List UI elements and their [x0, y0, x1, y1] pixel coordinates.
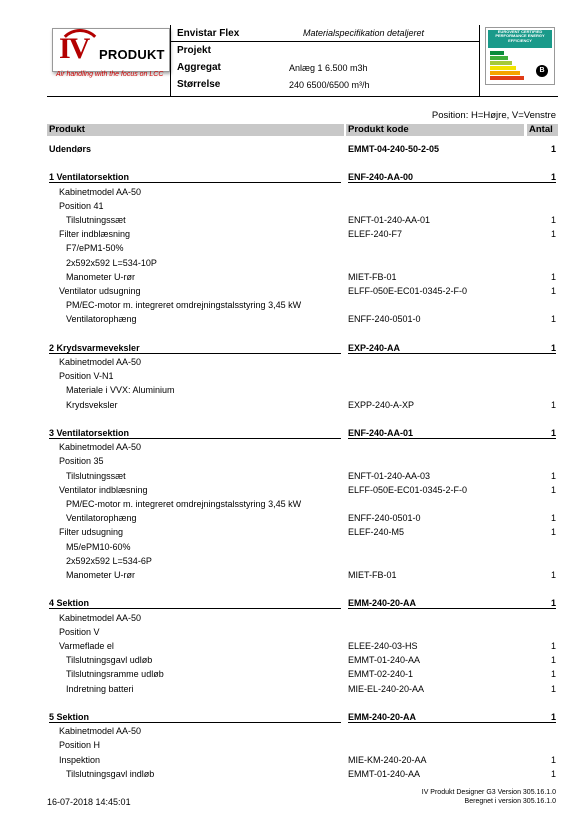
- energy-class-badge: B: [536, 65, 548, 77]
- row-product-code: ENF-240-AA-00: [348, 172, 414, 183]
- row-product-name: Kabinetmodel AA-50: [59, 442, 142, 453]
- row-product-name: Tilslutningsgavl indløb: [66, 768, 155, 779]
- table-row: [0, 270, 586, 284]
- row-product-code: ELFF-050E-EC01-0345-2-F-0: [348, 286, 468, 296]
- row-product-code: MIE-EL-240-20-AA: [348, 683, 425, 694]
- row-product-name: Position 41: [59, 200, 104, 211]
- row-quantity: 1: [550, 598, 556, 609]
- row-product-code: MIE-KM-240-20-AA: [348, 754, 427, 765]
- field-label-size: Størrelse: [177, 79, 221, 90]
- row-product-code: ELEE-240-03-HS: [348, 641, 418, 651]
- table-row: [0, 653, 586, 667]
- section-underline: [49, 722, 341, 723]
- row-product-code: ENF-240-AA-01: [348, 428, 414, 438]
- row-quantity: 1: [550, 314, 556, 325]
- row-product-name: Tilslutningsgavl udløb: [66, 655, 153, 666]
- row-quantity: 1: [550, 712, 556, 722]
- eurovent-energy-label: [485, 27, 555, 85]
- section-underline: [348, 353, 556, 354]
- column-header-quantity: Antal: [527, 124, 558, 136]
- row-product-name: 2x592x592 L=534-10P: [66, 257, 157, 268]
- row-product-code: EXPP-240-A-XP: [348, 399, 415, 410]
- table-row: [0, 298, 586, 312]
- field-value-size: 240 6500/6500 m³/h: [289, 80, 370, 90]
- row-product-name: Kabinetmodel AA-50: [59, 357, 142, 367]
- row-quantity: 1: [550, 527, 556, 538]
- column-header-code: Produkt kode: [346, 124, 524, 136]
- document-title: Materialspecifikation detaljeret: [303, 28, 425, 38]
- row-product-name: Kabinetmodel AA-50: [59, 612, 142, 623]
- row-quantity: 1: [550, 428, 556, 438]
- table-row: [0, 185, 586, 199]
- row-product-name: 4 Sektion: [49, 598, 90, 609]
- row-product-code: EMMT-02-240-1: [348, 669, 414, 680]
- designer-version: IV Produkt Designer G3 Version 305.16.1.0: [421, 789, 556, 796]
- table-row: [0, 667, 586, 681]
- row-product-code: MIET-FB-01: [348, 570, 397, 580]
- table-row: [0, 554, 586, 568]
- row-product-code: EMMT-04-240-50-2-05: [348, 144, 440, 154]
- row-quantity: 1: [550, 215, 556, 225]
- row-product-name: Tilslutningsramme udløb: [66, 669, 164, 680]
- row-quantity: 1: [550, 683, 556, 694]
- row-product-name: F7/ePM1-50%: [66, 243, 124, 254]
- table-row: [0, 383, 586, 397]
- row-product-name: Inspektion: [59, 754, 101, 765]
- print-timestamp: 16-07-2018 14:45:01: [47, 797, 131, 807]
- table-row: [0, 625, 586, 639]
- table-row: [0, 199, 586, 213]
- row-product-name: Ventilator udsugning: [59, 286, 141, 296]
- row-quantity: 1: [550, 342, 556, 353]
- row-quantity: 1: [550, 484, 556, 495]
- row-quantity: 1: [550, 229, 556, 240]
- table-row: [0, 454, 586, 468]
- table-row: [0, 511, 586, 525]
- table-row: [0, 369, 586, 383]
- row-product-code: EXP-240-AA: [348, 342, 401, 353]
- row-quantity: 1: [550, 399, 556, 410]
- row-product-name: Udendørs: [49, 144, 92, 154]
- table-row: [0, 682, 586, 696]
- section-underline: [49, 353, 341, 354]
- row-product-name: 1 Ventilatorsektion: [49, 172, 130, 183]
- row-quantity: 1: [550, 286, 556, 296]
- eurovent-label-heading: EUROVENT CERTIFIED PERFORMANCE ENERGY EFFICIENCY: [488, 30, 552, 48]
- row-product-name: Filter udsugning: [59, 527, 124, 538]
- section-underline: [49, 182, 341, 183]
- table-row: [0, 724, 586, 738]
- table-row: [0, 639, 586, 653]
- table-row: [0, 213, 586, 227]
- row-product-name: Manometer U-rør: [66, 271, 136, 282]
- row-product-code: ELFF-050E-EC01-0345-2-F-0: [348, 484, 468, 495]
- table-row: [0, 483, 586, 497]
- row-product-code: ELEF-240-M5: [348, 527, 405, 538]
- energy-class-bar: [490, 51, 504, 55]
- field-label-unit: Aggregat: [177, 62, 221, 73]
- company-logo: [52, 28, 170, 72]
- header-divider-left: [170, 25, 171, 96]
- table-row: [0, 525, 586, 539]
- section-underline: [348, 182, 556, 183]
- column-header-product: Produkt: [47, 124, 344, 136]
- section-underline: [348, 722, 556, 723]
- row-product-name: M5/ePM10-60%: [66, 541, 131, 552]
- row-product-name: Position V: [59, 626, 100, 637]
- row-product-code: ENFT-01-240-AA-03: [348, 470, 431, 481]
- row-product-name: PM/EC-motor m. integreret omdrejningstalsstyring 3,45 kW: [66, 499, 302, 509]
- energy-class-bar: [490, 56, 508, 60]
- row-product-name: Materiale i VVX: Aluminium: [66, 385, 175, 396]
- table-row: [0, 440, 586, 454]
- row-quantity: 1: [550, 513, 556, 524]
- row-product-name: Manometer U-rør: [66, 570, 136, 580]
- field-value-unit: Anlæg 1 6.500 m3h: [289, 63, 368, 73]
- table-row: [0, 738, 586, 752]
- section-underline: [49, 608, 341, 609]
- row-product-name: Ventilatorophæng: [66, 513, 137, 524]
- row-product-name: Kabinetmodel AA-50: [59, 186, 142, 197]
- section-underline: [348, 438, 556, 439]
- row-product-name: Position H: [59, 740, 101, 751]
- energy-class-bar: [490, 76, 524, 80]
- field-label-project: Projekt: [177, 45, 211, 56]
- table-row: [0, 227, 586, 241]
- company-tagline: Air handling with the focus on LCC: [56, 71, 164, 78]
- table-row: [0, 611, 586, 625]
- section-underline: [49, 438, 341, 439]
- row-quantity: 1: [550, 641, 556, 651]
- row-product-code: EMM-240-20-AA: [348, 712, 417, 722]
- row-product-name: PM/EC-motor m. integreret omdrejningstalsstyring 3,45 kW: [66, 300, 302, 311]
- row-quantity: 1: [550, 172, 556, 183]
- row-product-name: 3 Ventilatorsektion: [49, 428, 130, 438]
- energy-class-bar: [490, 66, 516, 70]
- row-quantity: 1: [550, 754, 556, 765]
- table-row: [0, 256, 586, 270]
- row-product-code: ENFF-240-0501-0: [348, 513, 421, 524]
- row-product-name: Tilslutningssæt: [66, 215, 126, 225]
- logo-wordmark: PRODUKT: [99, 47, 165, 62]
- row-product-name: Krydsveksler: [66, 399, 118, 410]
- row-product-name: 5 Sektion: [49, 712, 90, 722]
- row-product-name: Ventilatorophæng: [66, 314, 137, 325]
- table-row: [0, 497, 586, 511]
- row-quantity: 1: [550, 768, 556, 779]
- row-product-name: Kabinetmodel AA-50: [59, 726, 142, 737]
- energy-class-bar: [490, 71, 520, 75]
- logo-mark: IV: [59, 32, 89, 65]
- row-product-code: MIET-FB-01: [348, 271, 397, 282]
- table-row: [0, 568, 586, 582]
- calculated-version: Beregnet i version 305.16.1.0: [464, 798, 556, 805]
- header-bottom-rule: [47, 96, 558, 97]
- header-title-underline: [171, 41, 479, 42]
- row-quantity: 1: [550, 655, 556, 666]
- row-product-code: EMMT-01-240-AA: [348, 655, 421, 666]
- position-legend: Position: H=Højre, V=Venstre: [431, 110, 556, 121]
- row-product-name: 2x592x592 L=534-6P: [66, 555, 152, 566]
- row-product-name: Tilslutningssæt: [66, 470, 126, 481]
- section-row: [0, 142, 586, 156]
- row-product-name: Position 35: [59, 456, 104, 467]
- row-product-code: EMMT-01-240-AA: [348, 768, 421, 779]
- row-quantity: 1: [550, 669, 556, 680]
- table-row: [0, 355, 586, 369]
- row-product-name: Filter indblæsning: [59, 229, 131, 240]
- row-product-name: Position V-N1: [59, 371, 114, 382]
- row-product-name: 2 Krydsvarmeveksler: [49, 342, 140, 353]
- table-row: [0, 469, 586, 483]
- section-underline: [348, 608, 556, 609]
- header-divider-right: [479, 25, 480, 96]
- row-product-code: ELEF-240-F7: [348, 229, 403, 240]
- row-product-name: Indretning batteri: [66, 683, 134, 694]
- table-row: [0, 312, 586, 326]
- product-line: Envistar Flex: [177, 28, 240, 39]
- energy-class-bar: [490, 61, 512, 65]
- table-row: [0, 398, 586, 412]
- table-row: [0, 753, 586, 767]
- row-quantity: 1: [550, 271, 556, 282]
- table-row: [0, 767, 586, 781]
- row-product-code: ENFT-01-240-AA-01: [348, 215, 431, 225]
- row-quantity: 1: [550, 144, 556, 154]
- table-row: [0, 241, 586, 255]
- row-quantity: 1: [550, 470, 556, 481]
- table-row: [0, 540, 586, 554]
- row-product-name: Varmeflade el: [59, 641, 114, 651]
- row-product-code: EMM-240-20-AA: [348, 598, 417, 609]
- row-product-code: ENFF-240-0501-0: [348, 314, 421, 325]
- table-row: [0, 284, 586, 298]
- row-quantity: 1: [550, 570, 556, 580]
- row-product-name: Ventilator indblæsning: [59, 484, 148, 495]
